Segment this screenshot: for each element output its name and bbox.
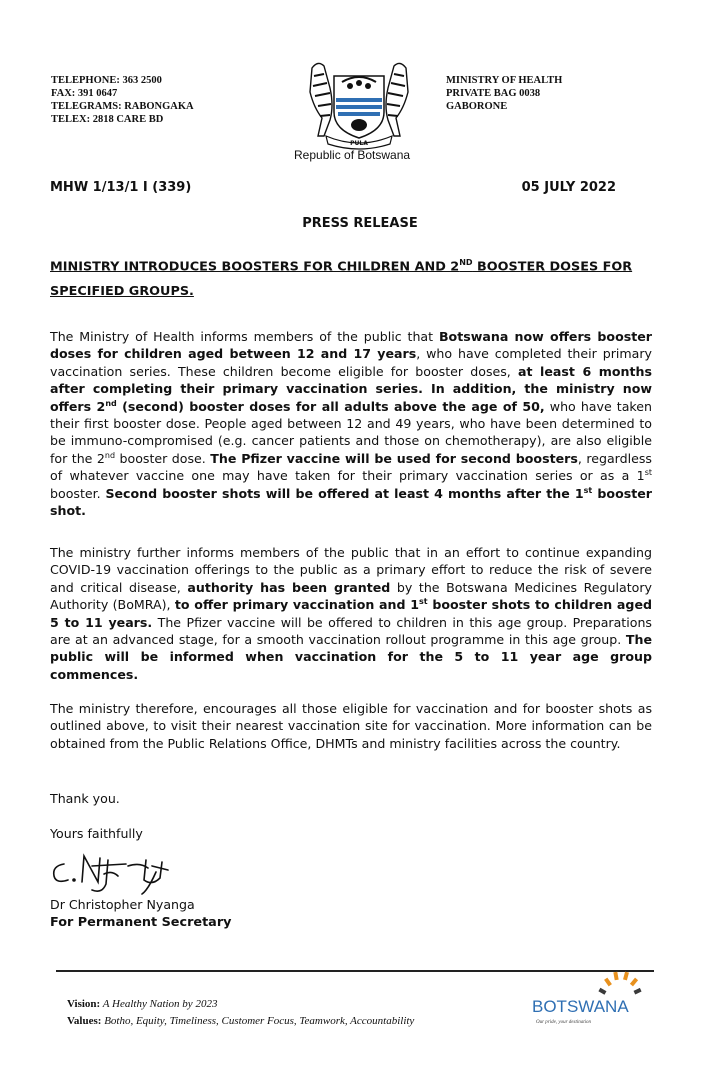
contact-details [51, 74, 194, 126]
ministry-name: MINISTRY OF HEALTH [446, 75, 563, 86]
telephone-line: TELEPHONE: 363 2500 [51, 75, 162, 86]
paragraph-children: The ministry further informs members of the public that in an effort to continue expanding COVID-19 vaccination offerings to the public as a primary effort to reduce the risk of severe and critical disease, authority has been granted by the Botswana Medicines Regulatory Authority (BoMRA), to offer primary vaccination and 1st booster shots to children aged 5 to 11 years. The Pfizer vaccine will be offered to children in this age group. Preparations are at an advanced stage, for a smooth vaccination rollout programme in this age group. The public will be informed when vaccination for the 5 to 11 year age group commences. [50, 545, 652, 682]
reference-number: MHW 1/13/1 I (339) [50, 180, 192, 195]
brand-wordmark: BOTSWANA [532, 997, 629, 1016]
signatory-name: Dr Christopher Nyanga [50, 897, 195, 912]
yours-faithfully: Yours faithfully [50, 826, 143, 841]
signatory-title: For Permanent Secretary [50, 915, 232, 930]
telex-line: TELEX: 2818 CARE BD [51, 114, 164, 125]
paragraph-boosters: The Ministry of Health informs members of the public that Botswana now offers booster doses for children aged between 12 and 17 years, who have completed their primary vaccination series. These children become eligible for booster doses, at least 6 months after completing their primary vaccination series. In addition, the ministry now offers 2nd (second) booster doses for all adults above the age of 50, who have taken their first booster dose. People aged between 12 and 49 years, who have been determined to be immuno-compromised (e.g. cancer patients and those on chemotherapy), are also eligible for the 2nd booster dose. The Pfizer vaccine will be used for second boosters, regardless of whatever vaccine one may have taken for their primary vaccination series or as a 1st booster. Second booster shots will be offered at least 4 months after the 1st booster shot. [50, 329, 653, 519]
republic-label: Republic of Botswana [294, 148, 411, 162]
headline: MINISTRY INTRODUCES BOOSTERS FOR CHILDREN AND 2ND BOOSTER DOSES FOR SPECIFIED GROUPS. [50, 258, 633, 300]
city: GABORONE [446, 101, 508, 112]
press-release-title: PRESS RELEASE [302, 216, 418, 231]
values-line: Values: Botho, Equity, Timeliness, Customer Focus, Teamwork, Accountability [67, 1015, 415, 1027]
brand-tagline: Our pride, your destination [536, 1020, 591, 1025]
coat-motto: PULA [350, 140, 368, 147]
telegrams-line: TELEGRAMS: RABONGAKA [51, 101, 194, 112]
paragraph-encouragement: The ministry therefore, encourages all those eligible for vaccination and for booster shots as outlined above, to visit their nearest vaccination site for vaccination. More information can be obtained from the Public Relations Office, DHMTs and ministry facilities across the country. [50, 701, 652, 751]
release-date: 05 JULY 2022 [521, 180, 616, 195]
vision-line: Vision: A Healthy Nation by 2023 [67, 998, 218, 1010]
coat-of-arms-icon [290, 58, 428, 150]
footer-vision-values [67, 996, 414, 1030]
private-bag: PRIVATE BAG 0038 [446, 88, 541, 99]
signature-icon [48, 850, 218, 898]
ministry-address [446, 74, 562, 113]
fax-line: FAX: 391 0647 [51, 88, 118, 99]
thanks-line: Thank you. [50, 791, 120, 806]
botswana-brand-logo [528, 968, 658, 1030]
